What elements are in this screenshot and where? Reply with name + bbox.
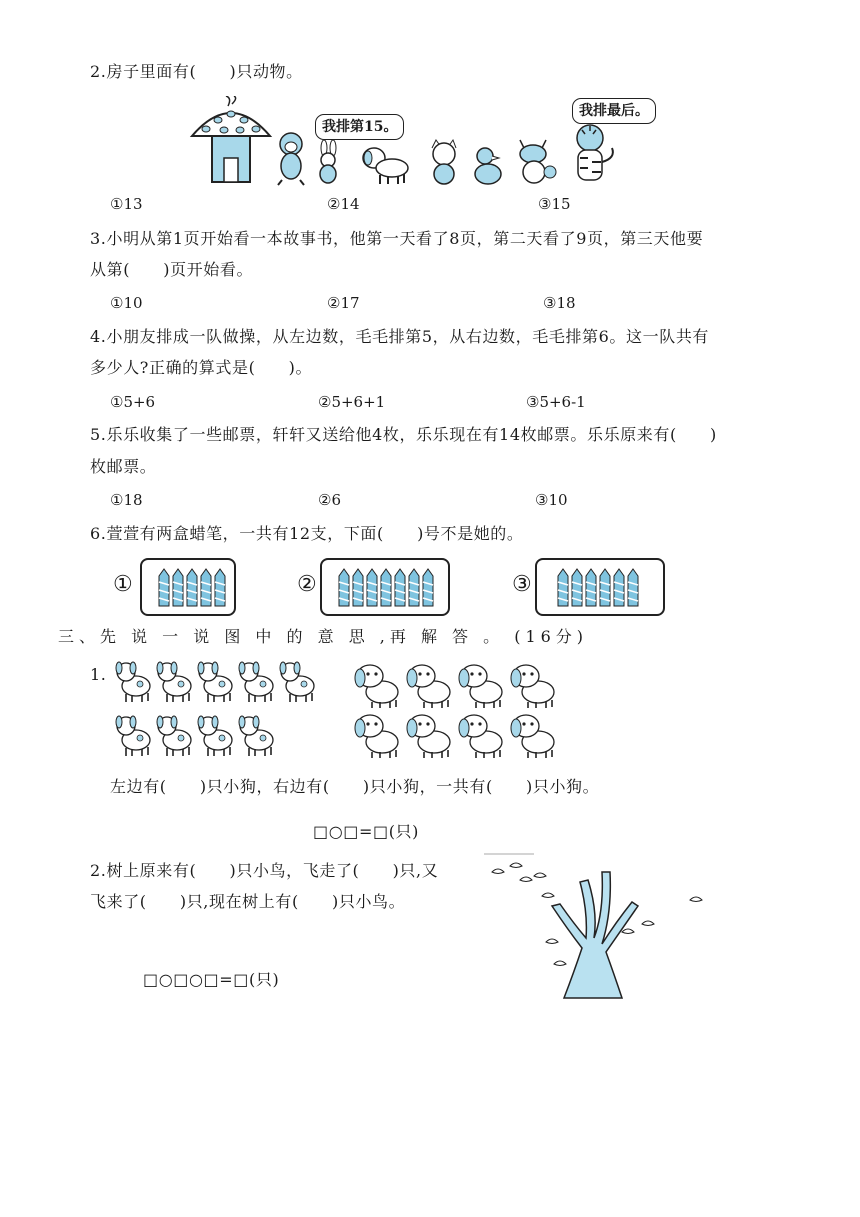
q3-option-3[interactable]: ③18: [543, 294, 576, 312]
q3-line-2: 从第( )页开始看。: [90, 260, 254, 279]
cow-dog-group: [112, 658, 322, 762]
puppy-icon: [407, 665, 450, 708]
crayon-icon: [423, 569, 433, 606]
crayon-icon: [215, 569, 225, 606]
crayon-icon: [187, 569, 197, 606]
cow-dog-icon: [157, 662, 191, 702]
q4-line-1: 4.小朋友排成一队做操，从左边数，毛毛排第5，从右边数，毛毛排第6。这一队共有: [90, 327, 710, 346]
q4-option-3[interactable]: ③5+6-1: [526, 393, 586, 411]
crayon-icon: [572, 569, 582, 606]
cat-icon: [426, 138, 462, 186]
q5-line-1: 5.乐乐收集了一些邮票，轩轩又送给他4枚，乐乐现在有14枚邮票。乐乐原来有( ): [90, 425, 717, 444]
crayon-box-2[interactable]: [320, 558, 450, 616]
puppy-icon: [355, 715, 398, 758]
p1-number: 1.: [90, 665, 107, 684]
mushroom-house-icon: [188, 96, 274, 188]
puppy-icon: [407, 715, 450, 758]
monkey-icon: [272, 130, 310, 186]
crayon-icon: [614, 569, 624, 606]
p2-line-2: 飞来了( )只,现在树上有( )只小鸟。: [90, 892, 406, 911]
cow-dog-icon: [239, 662, 273, 702]
cow-dog-icon: [116, 716, 150, 756]
q5-option-1[interactable]: ①18: [110, 491, 143, 509]
puppy-group: [352, 660, 568, 764]
q6-box-label-1: ①: [113, 572, 133, 597]
q5-line-2: 枚邮票。: [90, 457, 157, 476]
p1-formula: □○□=□(只): [313, 822, 420, 841]
crayon-icon: [159, 569, 169, 606]
speech-bubble-left: 我排第15。: [315, 114, 404, 140]
p2-formula: □○□○□=□(只): [143, 970, 280, 989]
q2-option-2[interactable]: ②14: [327, 195, 360, 213]
crayon-icon: [367, 569, 377, 606]
crayon-icon: [173, 569, 183, 606]
cow-dog-icon: [198, 716, 232, 756]
cow-dog-icon: [157, 716, 191, 756]
crayon-icon: [586, 569, 596, 606]
q2-text: 2.房子里面有( )只动物。: [90, 62, 303, 81]
q4-option-2[interactable]: ②5+6+1: [318, 393, 386, 411]
q2-option-3[interactable]: ③15: [538, 195, 571, 213]
crayon-set-3: [557, 568, 643, 612]
q3-line-1: 3.小明从第1页开始看一本故事书，他第一天看了8页，第二天看了9页，第三天他要: [90, 229, 704, 248]
crayon-icon: [395, 569, 405, 606]
puppy-icon: [459, 715, 502, 758]
puppy-icon: [511, 665, 554, 708]
crayon-box-1[interactable]: [140, 558, 236, 616]
crayon-box-3[interactable]: [535, 558, 665, 616]
q3-option-2[interactable]: ②17: [327, 294, 360, 312]
crayon-set-2: [338, 568, 438, 612]
crayon-icon: [353, 569, 363, 606]
q4-line-2: 多少人?正确的算式是( )。: [90, 358, 313, 377]
p1-sentence: 左边有( )只小狗，右边有( )只小狗，一共有( )只小狗。: [110, 777, 600, 796]
tree-with-birds-icon: [482, 852, 718, 1000]
tiger-icon: [566, 122, 618, 186]
crayon-icon: [628, 569, 638, 606]
puppy-icon: [355, 665, 398, 708]
crayon-icon: [339, 569, 349, 606]
puppy-icon: [360, 144, 412, 186]
rabbit-icon: [312, 140, 344, 186]
q6-box-label-2: ②: [297, 572, 317, 597]
duckling-icon: [472, 146, 504, 186]
q5-option-2[interactable]: ②6: [318, 491, 341, 509]
q6-box-label-3: ③: [512, 572, 532, 597]
cow-dog-icon: [116, 662, 150, 702]
crayon-icon: [558, 569, 568, 606]
cow-dog-icon: [198, 662, 232, 702]
section-3-title: 三、先 说 一 说 图 中 的 意 思 ,再 解 答 。 (16分): [58, 627, 589, 646]
q4-option-1[interactable]: ①5+6: [110, 393, 156, 411]
puppy-icon: [459, 665, 502, 708]
cow-dog-icon: [280, 662, 314, 702]
q6-text: 6.萱萱有两盒蜡笔，一共有12支，下面( )号不是她的。: [90, 524, 524, 543]
p2-line-1: 2.树上原来有( )只小鸟，飞走了( )只,又: [90, 861, 439, 880]
crayon-icon: [381, 569, 391, 606]
dragon-icon: [512, 136, 558, 186]
q5-option-3[interactable]: ③10: [535, 491, 568, 509]
q2-option-1[interactable]: ①13: [110, 195, 143, 213]
q3-option-1[interactable]: ①10: [110, 294, 143, 312]
crayon-set-1: [158, 568, 230, 612]
puppy-icon: [511, 715, 554, 758]
crayon-icon: [201, 569, 211, 606]
speech-bubble-right: 我排最后。: [572, 98, 656, 124]
crayon-icon: [600, 569, 610, 606]
crayon-icon: [409, 569, 419, 606]
cow-dog-icon: [239, 716, 273, 756]
